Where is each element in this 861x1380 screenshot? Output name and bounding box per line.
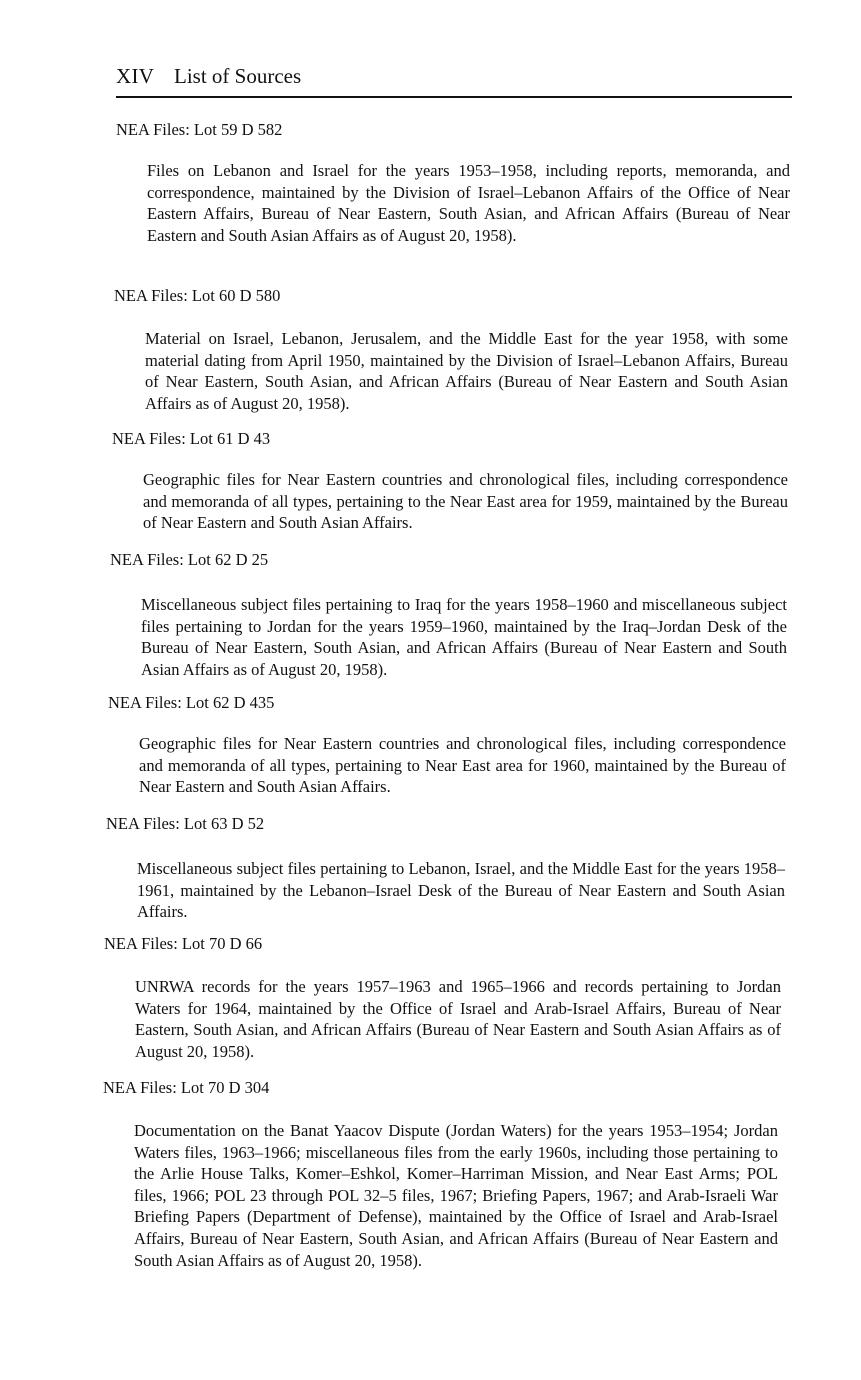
source-description: Miscellaneous subject files pertaining to Lebanon, Israel, and the Middle East for the years 1958–1961, maintained by the Lebanon–Israel Desk of the Bureau of Near Eastern and South Asian Affairs. [137,859,785,922]
source-entry [116,120,792,270]
source-entry [112,429,792,541]
source-heading: NEA Files: Lot 59 D 582 [116,120,283,139]
source-heading: NEA Files: Lot 60 D 580 [114,286,281,305]
page-title: List of Sources [174,64,302,88]
source-entry [114,286,792,422]
source-entry [106,814,786,926]
source-entry [110,550,790,684]
source-description: UNRWA records for the years 1957–1963 and 1965–1966 and records pertaining to Jordan Waters for 1964, maintained by the Office of Israel and Arab-Israel Affairs, Bureau of Near Eastern, South Asian, and African Affairs (Bureau of Near Eastern and South Asian Affairs as of August 20, 1958). [135,977,781,1061]
source-entry [108,693,788,805]
source-heading: NEA Files: Lot 62 D 25 [110,550,269,569]
source-description: Miscellaneous subject files pertaining to Iraq for the years 1958–1960 and miscellaneous subject files pertaining to Jordan for the years 1959–1960, maintained by the Iraq–Jordan Desk of the Bureau of Near Eastern, South Asian, and African Affairs (Bureau of Near Eastern and South Asian Affairs as of August 20, 1958). [141,595,787,679]
source-entry [104,934,784,1068]
source-description: Documentation on the Banat Yaacov Dispute (Jordan Waters) for the years 1953–1954; Jordan Waters files, 1963–1966; miscellaneous files from the early 1960s, including those pertaining to the Arlie House Talks, Komer–Eshkol, Komer–Harriman Mission, and Near East Arms; POL files, 1966; POL 23 through POL 32–5 files, 1967; Briefing Papers, 1967; and Arab-Israeli War Briefing Papers (Department of Defense), maintained by the Office of Israel and Arab-Israel Affairs, Bureau of Near Eastern, South Asian, and African Affairs (Bureau of Near Eastern and South Asian Affairs as of August 20, 1958). [134,1121,778,1270]
source-heading: NEA Files: Lot 61 D 43 [112,429,271,448]
source-description: Material on Israel, Lebanon, Jerusalem, and the Middle East for the year 1958, with some material dating from April 1950, maintained by the Division of Israel–Lebanon Affairs, Bureau of Near Eastern, South Asian, and African Affairs (Bureau of Near Eastern and South Asian Affairs as of August 20, 1958). [145,329,788,413]
source-entry [103,1078,783,1298]
source-heading: NEA Files: Lot 70 D 66 [104,934,263,953]
source-description: Geographic files for Near Eastern countries and chronological files, including correspondence and memoranda of all types, pertaining to the Near East area for 1959, maintained by the Bureau of Near Eastern and South Asian Affairs. [143,470,788,533]
source-heading: NEA Files: Lot 63 D 52 [106,814,265,833]
source-description: Files on Lebanon and Israel for the years 1953–1958, including reports, memoranda, and correspondence, maintained by the Division of Israel–Lebanon Affairs of the Office of Near Eastern Affairs, Bureau of Near Eastern, South Asian, and African Affairs (Bureau of Near Eastern and South Asian Affairs as of August 20, 1958). [147,161,790,245]
source-description: Geographic files for Near Eastern countries and chronological files, including correspondence and memoranda of all types, pertaining to Near East area for 1960, maintained by the Bureau of Near Eastern and South Asian Affairs. [139,734,786,797]
page-number: XIV [116,64,155,88]
source-heading: NEA Files: Lot 62 D 435 [108,693,275,712]
source-heading: NEA Files: Lot 70 D 304 [103,1078,270,1097]
running-head [116,62,792,98]
